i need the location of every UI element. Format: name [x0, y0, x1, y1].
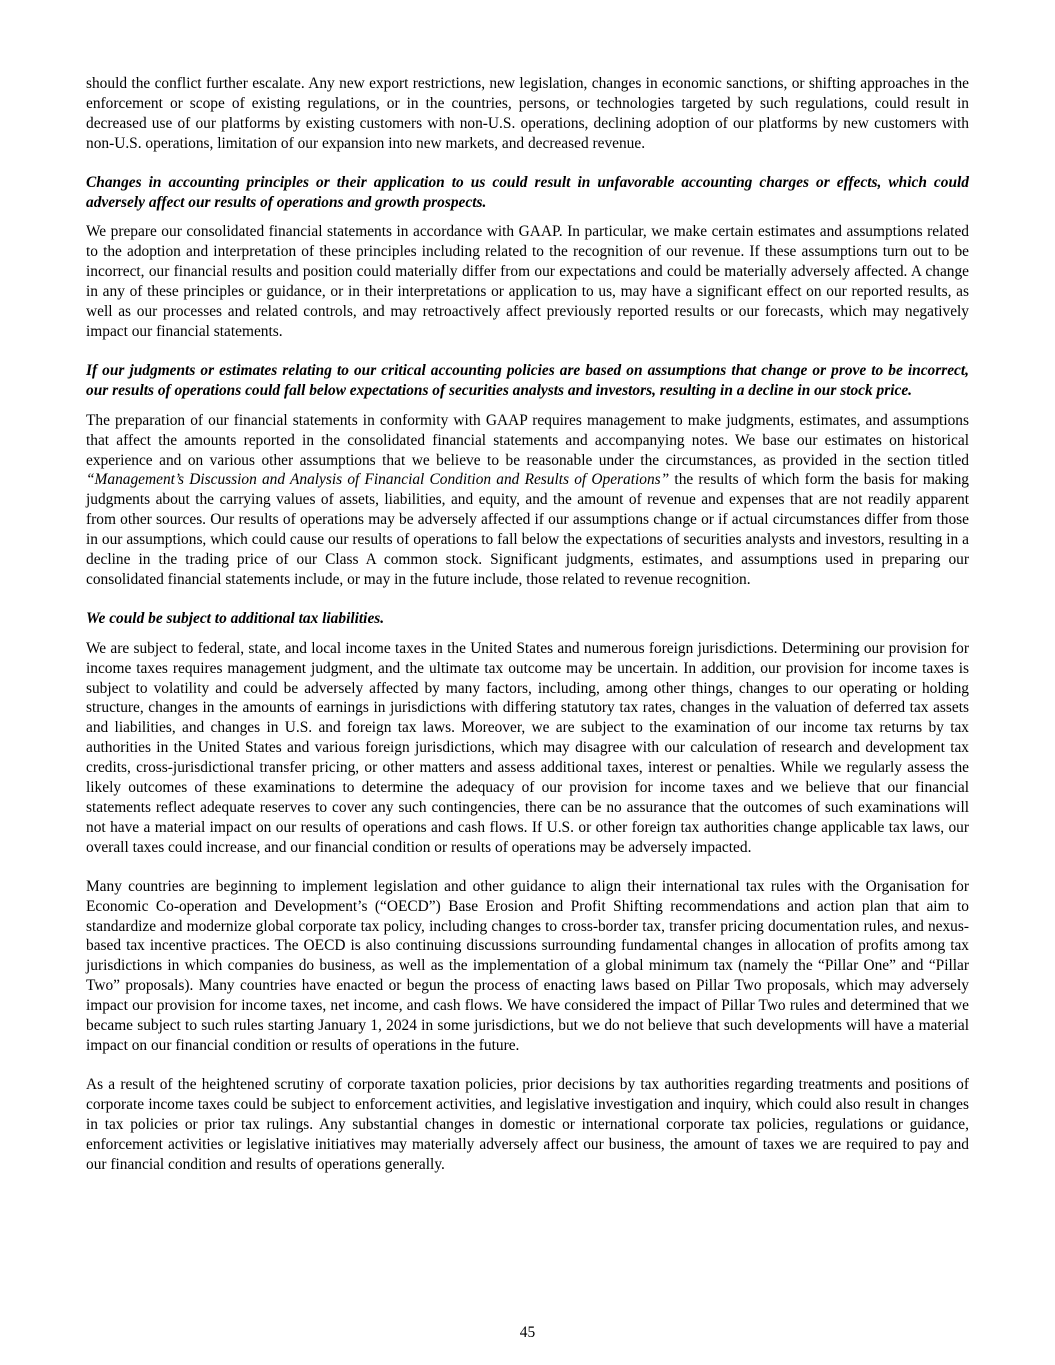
document-page	[86, 74, 969, 1193]
section-body-critical-accounting-policies	[86, 411, 969, 590]
continuation-paragraph: should the conflict further escalate. Any new export restrictions, new legislation, changes in economic sanctions, or shifting approaches in the enforcement or scope of existing regulations, or in the countries, persons, or technologies targeted by such regulations, could result in decreased use of our platforms by existing customers with non-U.S. operations, declining adoption of our platforms by new customers with non-U.S. operations, limitation of our expansion into new markets, and decreased revenue.	[86, 75, 969, 152]
tax-paragraph-1: We are subject to federal, state, and local income taxes in the United States and numerous foreign jurisdictions. Determining our provision for income taxes requires management judgment, and the ultimate tax outcome may be uncertain. In addition, our provision for income taxes is subject to volatility and could be adversely affected by many factors, including, among other things, changes to our operating or holding structure, changes in the amounts of earnings in jurisdictions with differing statutory tax rates, changes in the valuation of deferred tax assets and liabilities, and changes in U.S. and foreign tax laws. Moreover, we are subject to the examination of our income tax returns by tax authorities in the United States and various foreign jurisdictions, which may disagree with our calculation of research and development tax credits, cross-jurisdictional transfer pricing, or other matters and assess additional taxes, interest or penalties. While we regularly assess the likely outcomes of these examinations to determine the adequacy of our provision for income taxes and we believe that our financial statements reflect adequate reserves to cover any such contingencies, there can be no assurance that the outcomes of such examinations will not have a material impact on our results of operations and cash flows. If U.S. or other foreign tax authorities change applicable tax laws, our overall taxes could increase, and our financial condition or results of operations may be adversely impacted.	[86, 639, 969, 856]
section-heading-critical-accounting-policies: If our judgments or estimates relating to our critical accounting policies are based on assumptions that change or prove to be incorrect, our results of operations could fall below expectations of securities analysts and investors, resulting in a decline in our stock price.	[86, 361, 969, 399]
section-heading-tax-liabilities: We could be subject to additional tax liabilities.	[86, 609, 385, 627]
body-text-part: The preparation of our financial statements in conformity with GAAP requires management to make judgments, estimates, and assumptions that affect the amounts reported in the consolidated financial statements and accompanying notes. We base our estimates on historical experience and on various other assumptions that we believe to be reasonable under the circumstances, as provided in the section titled	[86, 411, 969, 469]
tax-paragraph-2: Many countries are beginning to implement legislation and other guidance to align their international tax rules with the Organisation for Economic Co-operation and Development’s (“OECD”) Base Erosion and Profit Shifting recommendations and action plan that aim to standardize and modernize global corporate tax policy, including changes to cross-border tax, transfer pricing documentation rules, and nexus-based tax incentive practices. The OECD is also continuing discussions surrounding fundamental changes in allocation of profits among tax jurisdictions in which companies do business, as well as the implementation of a global minimum tax (namely the “Pillar One” and “Pillar Two” proposals). Many countries have enacted or begun the process of enacting laws based on Pillar Two proposals, which may adversely impact our provision for income taxes, net income, and cash flows. We have considered the impact of Pillar Two rules and determined that we became subject to such rules starting January 1, 2024 in some jurisdictions, but we do not believe that such developments will have a material impact on our financial condition or results of operations in the future.	[86, 877, 969, 1054]
section-heading-accounting-principles: Changes in accounting principles or their application to us could result in unfavorable accounting charges or effects, which could adversely affect our results of operations and growth prospects.	[86, 173, 969, 211]
page-number: 45	[519, 1324, 536, 1341]
tax-paragraph-3: As a result of the heightened scrutiny of corporate taxation policies, prior decisions by tax authorities regarding treatments and positions of corporate income taxes could be subject to enforcement activities, and legislative investigation and inquiry, which could also result in changes in tax policies or prior tax rulings. Any substantial changes in domestic or international corporate tax policies, regulations or guidance, enforcement activities or legislative initiatives may materially adversely affect our business, the amount of taxes we are required to pay and our financial condition and results of operations generally.	[86, 1075, 969, 1173]
mdna-section-reference: “Management’s Discussion and Analysis of Financial Condition and Results of Operations”	[86, 471, 670, 489]
section-body-accounting-principles: We prepare our consolidated financial statements in accordance with GAAP. In particular, we make certain estimates and assumptions related to the adoption and interpretation of these principles including related to the recognition of our revenue. If these assumptions turn out to be incorrect, our financial results and position could materially differ from our expectations and could be materially adversely affected. A change in any of these principles or guidance, or in their interpretations or application to us, may have a significant effect on our reported results, as well as our processes and related controls, and may retroactively affect previously reported results or our forecasts, which may negatively impact our financial statements.	[86, 223, 969, 340]
body-text-part: the results of which form the basis for making judgments about the carrying values of assets, liabilities, and equity, and the amount of revenue and expenses that are not readily apparent from other sources. Our results of operations may be adversely affected if our assumptions change or if actual circumstances differ from those in our assumptions, which could cause our results of operations to fall below the expectations of securities analysts and investors, resulting in a decline in the trading price of our Class A common stock. Significant judgments, estimates, and assumptions used in preparing our consolidated financial statements include, or may in the future include, those related to revenue recognition.	[86, 471, 969, 588]
